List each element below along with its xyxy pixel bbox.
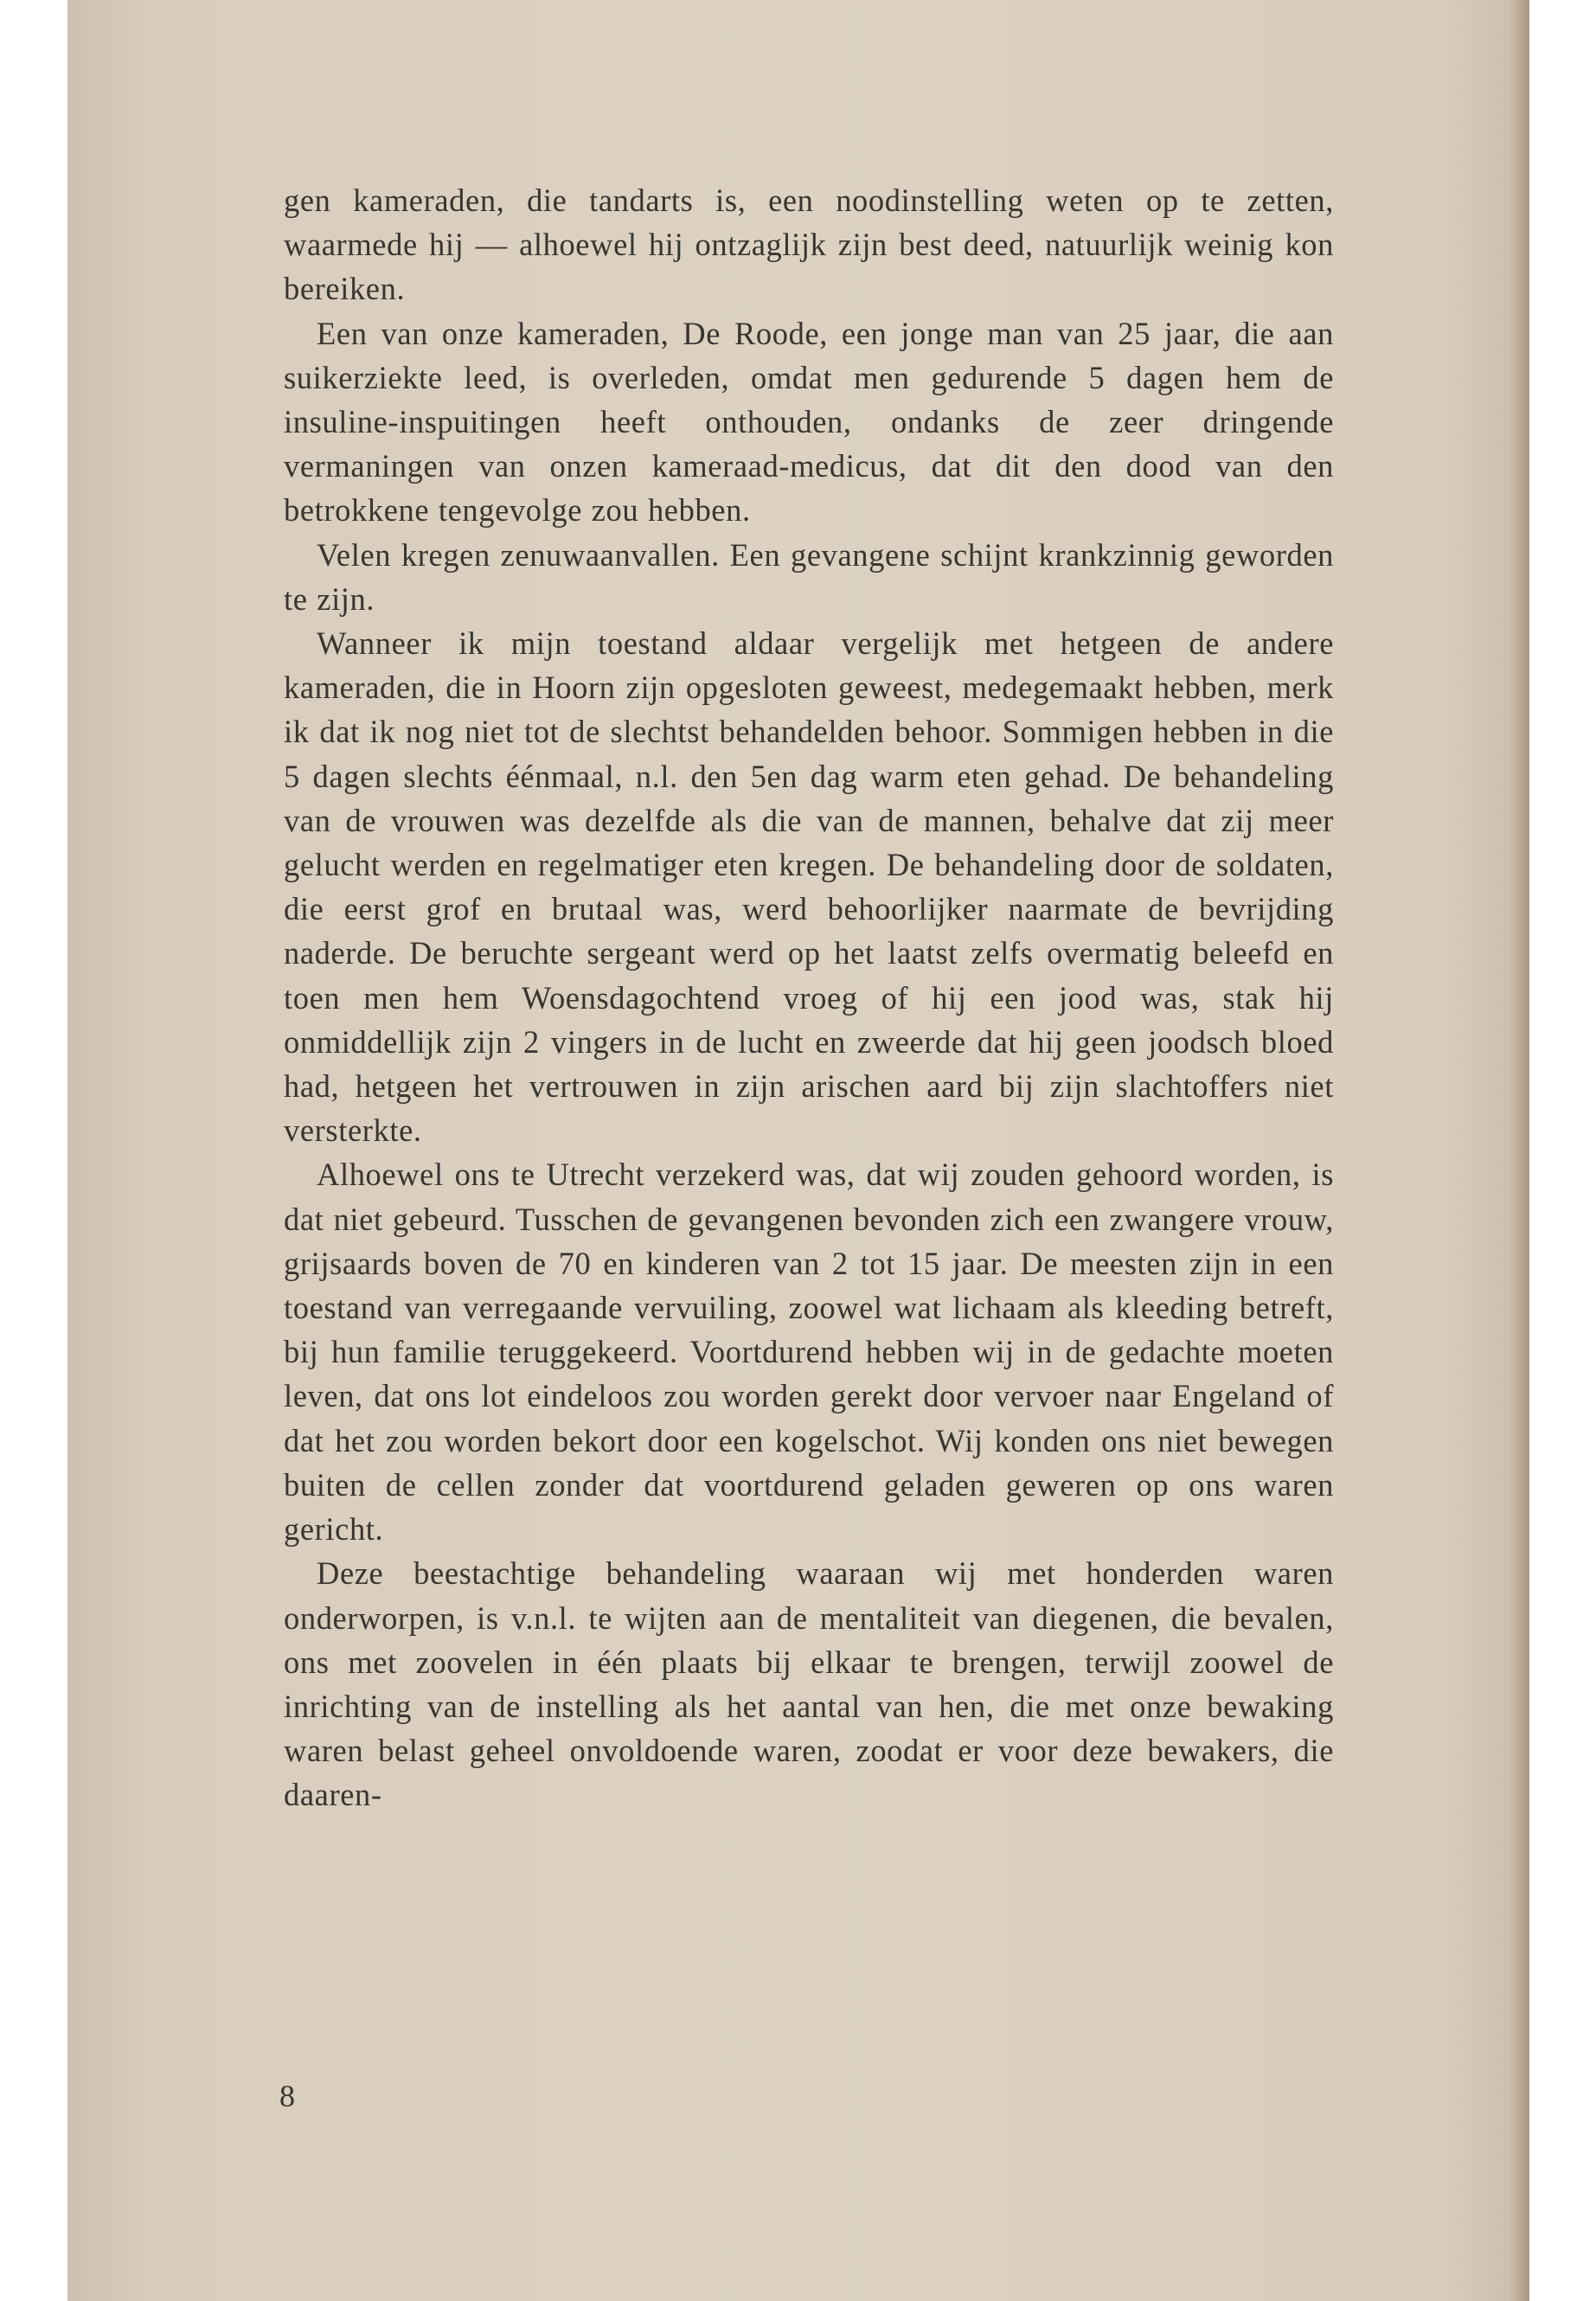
body-text <box>284 178 1334 1817</box>
page-number: 8 <box>279 2079 295 2113</box>
paragraph: Een van onze kameraden, De Roode, een jonge man van 25 jaar, die aan suikerziekte leed, is overleden, omdat men gedurende 5 dagen hem de insuline-inspuitingen heeft onthouden, ondanks de zeer dringende vermaningen van onzen kameraad-medicus, dat dit den dood van den betrokkene tengevolge zou hebben. <box>284 315 1334 529</box>
paragraph: gen kameraden, die tandarts is, een noodinstelling weten op te zetten, waarmede hij — alhoewel hij ontzaglijk zijn best deed, natuurlijk weinig kon bereiken. <box>284 183 1334 307</box>
paragraph: Wanneer ik mijn toestand aldaar vergelijk met hetgeen de andere kameraden, die in Hoorn zijn opgesloten geweest, medegemaakt hebben, merk ik dat ik nog niet tot de slechtst behandelden behoor. Sommigen hebben in die 5 dagen slechts éénmaal, n.l. den 5en dag warm eten gehad. De behandeling van de vrouwen was dezelfde als die van de mannen, behalve dat zij meer gelucht werden en regelmatiger eten kregen. De behandeling door de soldaten, die eerst grof en brutaal was, werd behoorlijker naarmate de bevrijding naderde. De beruchte sergeant werd op het laatst zelfs overmatig beleefd en toen men hem Woensdagochtend vroeg of hij een jood was, stak hij onmiddellijk zijn 2 vingers in de lucht en zweerde dat hij geen joodsch bloed had, hetgeen het vertrouwen in zijn arischen aard bij zijn slachtoffers niet versterkte. <box>284 625 1334 1149</box>
paragraph: Velen kregen zenuwaanvallen. Een gevangene schijnt krankzinnig geworden te zijn. <box>284 536 1334 617</box>
page-edge-shadow <box>1509 0 1529 2301</box>
paragraph: Deze beestachtige behandeling waaraan wij met honderden waren onderworpen, is v.n.l. te wijten aan de mentaliteit van diegenen, die bevalen, ons met zoovelen in één plaats bij elkaar te brengen, terwijl zoowel de inrichting van de instelling als het aantal van hen, die met onze bewaking waren belast geheel onvoldoende waren, zoodat er voor deze bewakers, die daaren- <box>284 1555 1334 1813</box>
paragraph: Alhoewel ons te Utrecht verzekerd was, dat wij zouden gehoord worden, is dat niet gebeurd. Tusschen de gevangenen bevonden zich een zwangere vrouw, grijsaards boven de 70 en kinderen van 2 tot 15 jaar. De meesten zijn in een toestand van verregaande vervuiling, zoowel wat lichaam als kleeding betreft, bij hun familie teruggekeerd. Voortdurend hebben wij in de gedachte moeten leven, dat ons lot eindeloos zou worden gerekt door vervoer naar Engeland of dat het zou worden bekort door een kogelschot. Wij konden ons niet bewegen buiten de cellen zonder dat voortdurend geladen geweren op ons waren gericht. <box>284 1157 1334 1548</box>
